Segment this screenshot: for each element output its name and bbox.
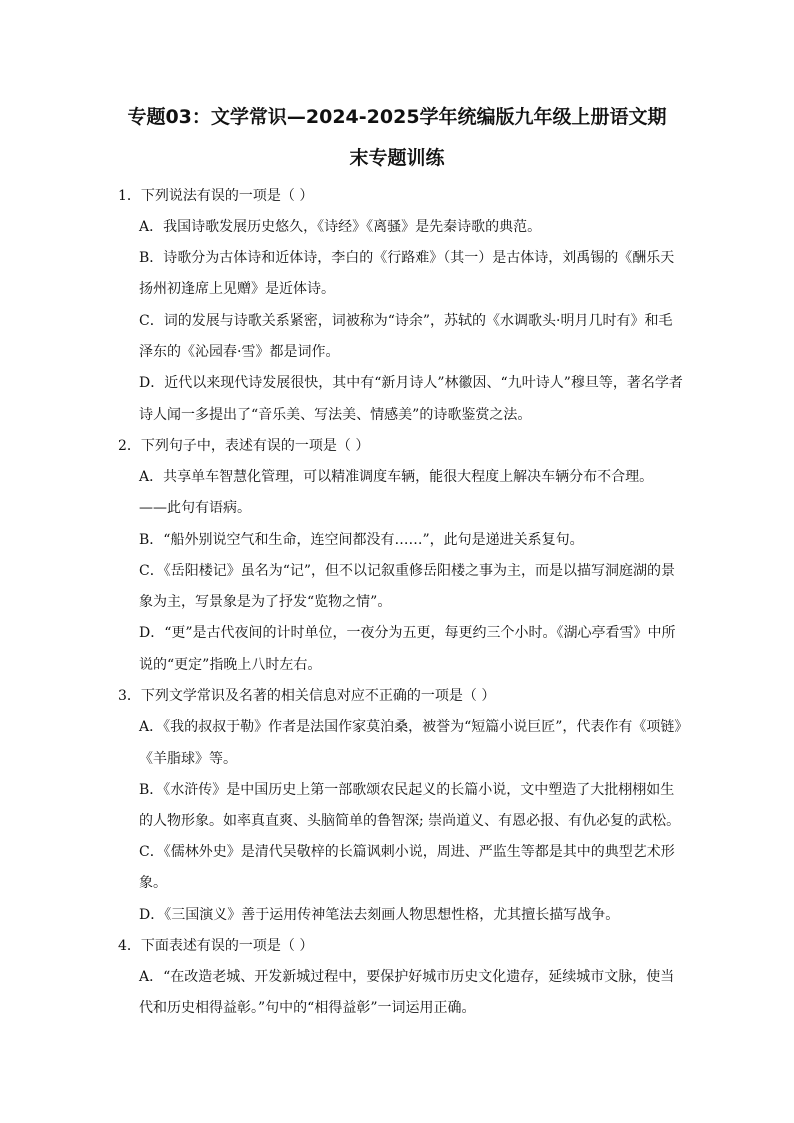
question-3-option-b-cont: 的人物形象。如率真直爽、头脑简单的鲁智深; 崇尚道义、有恩必报、有仇必复的武松。 xyxy=(139,813,681,829)
question-4-stem: 4．下面表述有误的一项是（ ） xyxy=(118,938,314,954)
question-1-option-d-cont: 诗人闻一多提出了“音乐美、写法美、情感美”的诗歌鉴赏之法。 xyxy=(139,407,532,423)
question-2-option-d-cont: 说的“更定”指晚上八时左右。 xyxy=(139,657,322,673)
question-1-option-c: C．词的发展与诗歌关系紧密，词被称为“诗余”，苏轼的《水调歌头·明月几时有》和毛 xyxy=(139,313,673,329)
question-3-option-b: B．《水浒传》是中国历史上第一部歌颂农民起义的长篇小说，文中塑造了大批栩栩如生 xyxy=(139,782,675,798)
document-title-line-1: 专题03：文学常识—2024-2025学年统编版九年级上册语文期 xyxy=(127,106,667,128)
question-3-stem: 3．下列文学常识及名著的相关信息对应不正确的一项是（ ） xyxy=(118,688,496,704)
question-4-option-a: A．“在改造老城、开发新城过程中，要保护好城市历史文化遗存，延续城市文脉，使当 xyxy=(139,969,675,985)
question-3-option-d: D．《三国演义》善于运用传神笔法去刻画人物思想性格，尤其擅长描写战争。 xyxy=(139,907,620,923)
question-2-stem: 2．下列句子中，表述有误的一项是（ ） xyxy=(118,438,370,454)
question-1-option-a: A．我国诗歌发展历史悠久，《诗经》《离骚》是先秦诗歌的典范。 xyxy=(139,219,542,235)
question-2-option-a: A．共享单车智慧化管理，可以精准调度车辆，能很大程度上解决车辆分布不合理。 xyxy=(139,469,654,485)
question-3-option-c: C．《儒林外史》是清代吴敬梓的长篇讽刺小说，周进、严监生等都是其中的典型艺术形 xyxy=(139,844,675,860)
question-1-stem: 1．下列说法有误的一项是（ ） xyxy=(118,188,314,204)
question-1-option-c-cont: 泽东的《沁园春·雪》都是词作。 xyxy=(139,344,340,360)
question-3-option-a: A．《我的叔叔于勒》作者是法国作家莫泊桑，被誉为“短篇小说巨匠”，代表作有《项链》 xyxy=(139,719,689,735)
question-2-option-c-cont: 象为主，写景象是为了抒发“览物之情”。 xyxy=(139,594,392,610)
question-2-option-d: D．“更”是古代夜间的计时单位，一夜分为五更，每更约三个小时。《湖心亭看雪》中所 xyxy=(139,625,676,641)
question-4-option-a-cont: 代和历史相得益彰。”句中的“相得益彰”一词运用正确。 xyxy=(139,1000,476,1016)
question-1-option-d: D．近代以来现代诗发展很快，其中有“新月诗人”林徽因、“九叶诗人”穆旦等，著名学者 xyxy=(139,375,683,391)
document-title-line-2: 末专题训练 xyxy=(349,147,445,169)
question-1-option-b: B．诗歌分为古体诗和近体诗，李白的《行路难》（其一）是古体诗，刘禹锡的《酬乐天 xyxy=(139,250,675,266)
question-2-option-c: C．《岳阳楼记》虽名为“记”，但不以记叙重修岳阳楼之事为主，而是以描写洞庭湖的景 xyxy=(139,563,676,579)
question-2-option-a-cont: ——此句有语病。 xyxy=(139,500,251,516)
question-2-option-b: B．“船外别说空气和生命，连空间都没有……”，此句是递进关系复句。 xyxy=(139,532,584,548)
question-3-option-a-cont: 《羊脂球》等。 xyxy=(139,751,237,767)
question-3-option-c-cont: 象。 xyxy=(139,875,167,891)
question-1-option-b-cont: 扬州初逢席上见赠》是近体诗。 xyxy=(139,281,335,297)
